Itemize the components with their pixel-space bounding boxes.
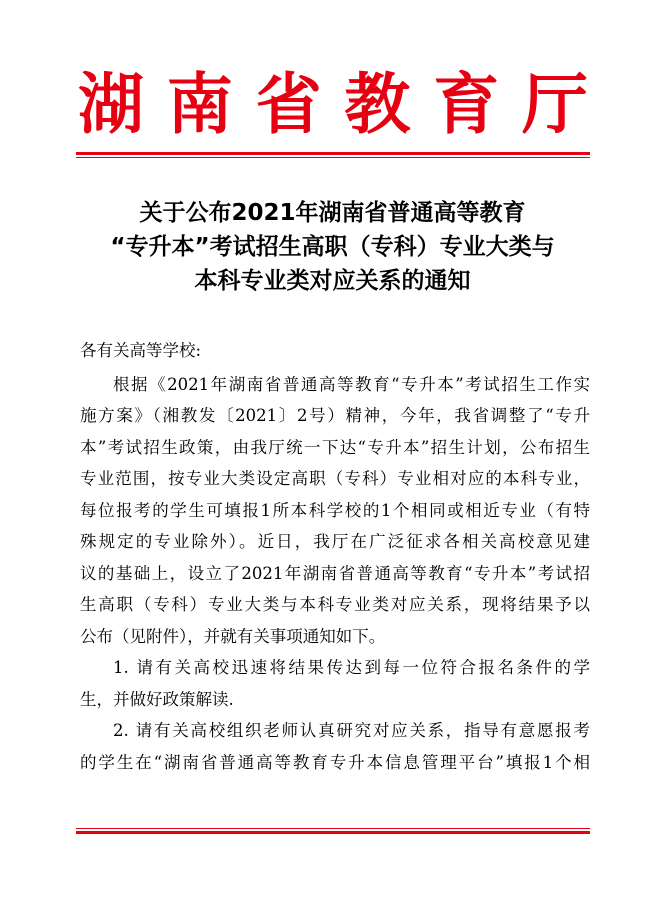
- masthead-char: 教: [344, 65, 411, 143]
- document-title: [60, 196, 605, 298]
- paragraph-line: 生高职（专科）专业大类与本科专业类对应关系，现将结果予以: [80, 595, 590, 614]
- title-line: 关于公布2021年湖南省普通高等教育: [139, 200, 526, 226]
- paragraph-line: 公布（见附件），并就有关事项通知如下。: [80, 626, 386, 646]
- paragraph-line: 专业范围，按专业大类设定高职（专科）专业相对应的本科专业，: [80, 469, 590, 488]
- paragraph-line: 1. 请有关高校迅速将结果传达到每一位符合报名条件的学: [113, 658, 590, 677]
- paragraph-line: 根据《2021年湖南省普通高等教育“专升本”考试招生工作实: [113, 374, 590, 394]
- paragraph-line: 的学生在“湖南省普通高等教育专升本信息管理平台”填报1个相: [80, 752, 590, 772]
- footer-red-rule-thick: [76, 831, 590, 834]
- masthead-char: 厅: [521, 65, 588, 143]
- paragraph-line: 本”考试招生政策，由我厅统一下达“专升本”招生计划，公布招生: [80, 437, 590, 457]
- salutation: 各有关高等学校:: [80, 341, 202, 360]
- paragraph-line: 生，并做好政策解读.: [80, 689, 234, 709]
- footer-red-rule-thin: [76, 828, 590, 829]
- masthead-char: 省: [255, 65, 322, 143]
- header-red-rule-thin: [76, 157, 590, 158]
- header-red-rule-thick: [76, 152, 590, 155]
- masthead-char: 湖: [78, 65, 144, 143]
- masthead-char: 育: [433, 65, 500, 143]
- title-line: 本科专业类对应关系的通知: [194, 268, 471, 294]
- paragraph-line: 殊规定的专业除外）。近日，我厅在广泛征求各相关高校意见建: [80, 532, 590, 551]
- paragraph-line: 施方案》（湘教发〔2021〕2号）精神，今年，我省调整了“专升: [80, 406, 590, 425]
- document-body: [80, 335, 590, 778]
- title-line: “专升本”考试招生高职（专科）专业大类与: [110, 234, 555, 260]
- masthead-char: 南: [166, 65, 233, 143]
- paragraph-line: 每位报考的学生可填报1所本科学校的1个相同或相近专业（有特: [80, 500, 590, 520]
- paragraph-line: 议的基础上，设立了2021年湖南省普通高等教育“专升本”考试招: [80, 563, 590, 583]
- paragraph-line: 2. 请有关高校组织老师认真研究对应关系，指导有意愿报考: [113, 721, 590, 740]
- masthead: [78, 64, 588, 144]
